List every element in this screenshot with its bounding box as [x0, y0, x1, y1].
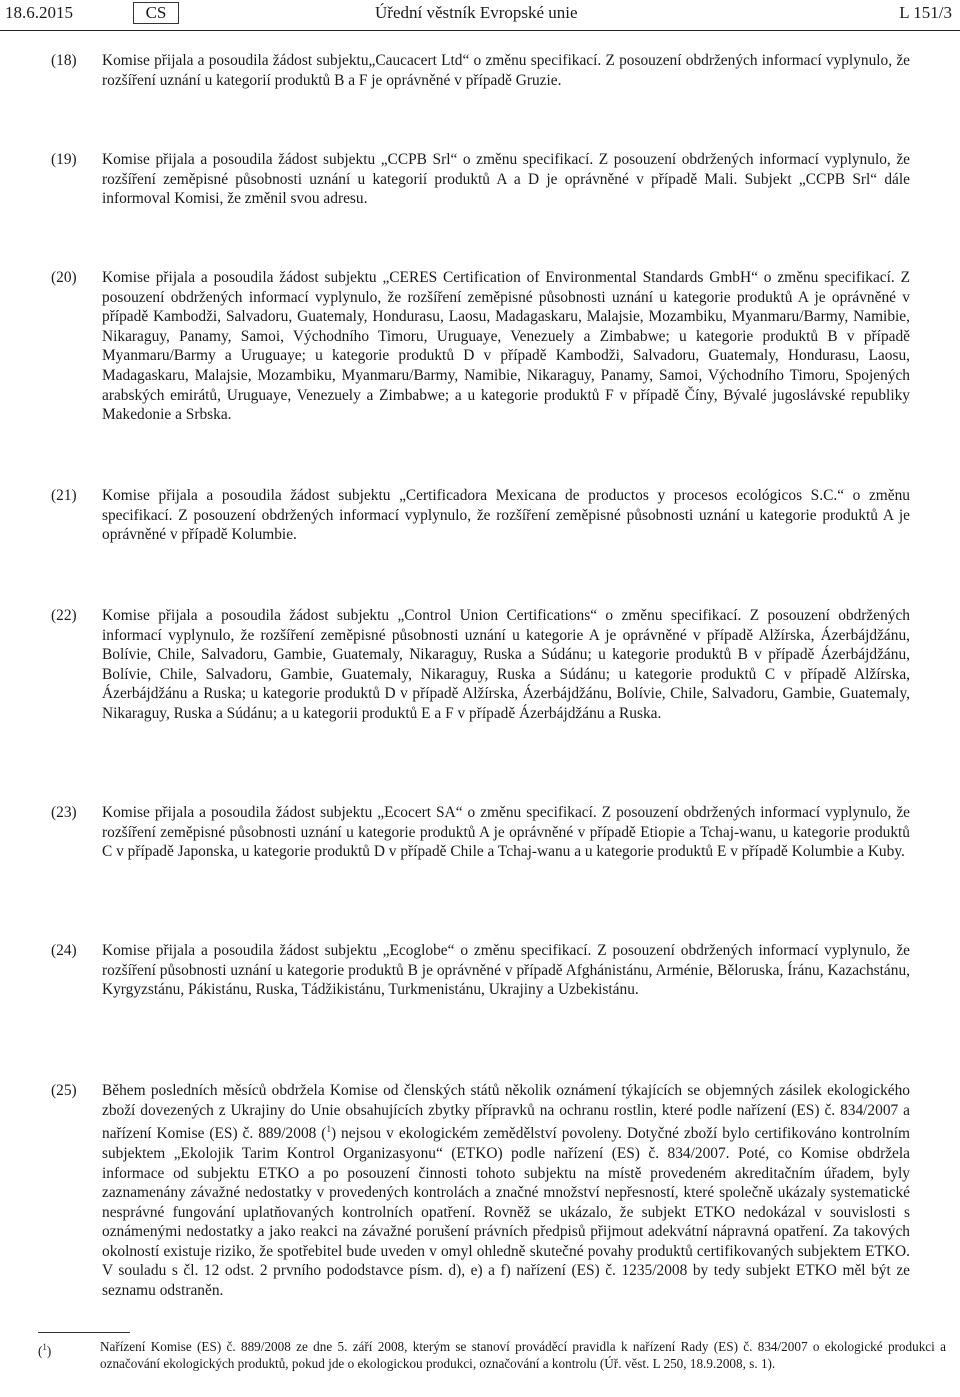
recital-text: Komise přijala a posoudila žádost subjektu „Control Union Certifications“ o změnu specifikací. Z posouzení obdržených informací vyplynulo, že rozšíření zeměpisné působnosti uznání u kategorie A je oprávněné v případě Alžírska, Ázerbájdžánu, Bolívie, Chile, Salvadoru, Gambie, Guatemaly, Nikaraguy, Ruska a Súdánu; u kategorie produktů B v případě Ázerbájdžánu, Bolívie, Chile, Salvadoru, Gambie, Guatemaly, Nikaraguy, Ruska a Súdánu; u kategorie produktů C v případě Alžírska, Ázerbájdžánu a Ruska; u kategorie produktů D v případě Alžírska, Ázerbájdžánu, Bolívie, Chile, Salvadoru, Gambie, Guatemaly, Nikaraguy, Ruska a Súdánu; a u kategorii produktů E a F v případě Ázerbájdžánu a Ruska.	[102, 607, 910, 722]
footnote-reference[interactable]: 1	[326, 1124, 331, 1135]
recital-number: (25)	[51, 1082, 77, 1099]
recital-text: Komise přijala a posoudila žádost subjektu „CCPB Srl“ o změnu specifikací. Z posouzení obdržených informací vyplynulo, že rozšíření zeměpisné působnosti uznání u kategorií produktů A a D je oprávněné v případě Mali. Subjekt „CCPB Srl“ dále informoval Komisi, že změnil svou adresu.	[102, 151, 910, 208]
recital-number: (22)	[51, 607, 77, 624]
language-code-box: CS	[133, 2, 179, 24]
recital-number: (19)	[51, 151, 77, 168]
footnote-rule	[38, 1332, 130, 1333]
recital-number: (20)	[51, 269, 77, 286]
recital-text: Komise přijala a posoudila žádost subjektu „Ecocert SA“ o změnu specifikací. Z posouzení obdržených informací vyplynulo, že rozšíření zeměpisné působnosti uznání u kategorie produktů A je oprávněné v případě Etiopie a Tchaj-wanu, u kategorie produktů C v případě Japonska, u kategorie produktů D v případě Chile a Tchaj-wanu a u kategorie produktů E v případě Kolumbie a Kuby.	[102, 804, 910, 861]
recital-text-part: Během posledních měsíců obdržela Komise od členských států několik oznámení týkajících se objemných zásilek ekologického zboží dovezených z Ukrajiny do Unie obsahujících zbytky přípravků na ochranu rostlin, které podle nařízení (ES) č. 834/2007 a nařízení Komise (ES) č. 889/2008 (	[102, 1082, 910, 1143]
footnote-marker	[38, 1339, 51, 1360]
recital-number: (23)	[51, 804, 77, 821]
journal-title: Úřední věstník Evropské unie	[375, 3, 578, 22]
recital-text: Komise přijala a posoudila žádost subjektu„Caucacert Ltd“ o změnu specifikací. Z posouzení obdržených informací vyplynulo, že rozšíření uznání u kategorií produktů B a F je oprávněné v případě Gruzie.	[102, 52, 910, 89]
recital-text	[102, 1081, 910, 1301]
footnote-paren-close: )	[46, 1343, 52, 1359]
recital-text: Komise přijala a posoudila žádost subjektu „Certificadora Mexicana de productos y procesos ecológicos S.C.“ o změnu specifikací. Z posouzení obdržených informací vyplynulo, že rozšíření zeměpisné působnosti uznání u kategorie produktů A je oprávněné v případě Kolumbie.	[102, 487, 910, 544]
page-reference: L 151/3	[899, 3, 952, 22]
header-rule	[0, 30, 960, 31]
recital-number: (21)	[51, 487, 77, 504]
page-header	[0, 0, 960, 30]
footnote-number: 1	[42, 1342, 47, 1352]
recital-number: (24)	[51, 942, 77, 959]
recital-text: Komise přijala a posoudila žádost subjektu „Ecoglobe“ o změnu specifikací. Z posouzení obdržených informací vyplynulo, že rozšíření působnosti uznání u kategorie produktů B je oprávněné v případě Afghánistánu, Arménie, Běloruska, Íránu, Kazachstánu, Kyrgyzstánu, Pákistánu, Ruska, Tádžikistánu, Turkmenistánu, Ukrajiny a Uzbekistánu.	[102, 942, 910, 999]
recital-text: Komise přijala a posoudila žádost subjektu „CERES Certification of Environmental Standards GmbH“ o změnu specifikací. Z posouzení obdržených informací vyplynulo, že rozšíření zeměpisné působnosti uznání u kategorie produktů A je oprávněné v případě Kambodži, Salvadoru, Guatemaly, Hondurasu, Laosu, Madagaskaru, Malajsie, Mozambiku, Myanmaru/Barmy, Namibie, Nikaraguy, Panamy, Samoi, Východního Timoru, Uruguaye, Venezuely a Zimbabwe; u kategorie produktů B v případě Myanmaru/Barmy a Uruguaye; u kategorie produktů D v případě Kambodži, Salvadoru, Guatemaly, Hondurasu, Laosu, Madagaskaru, Malajsie, Mozambiku, Myanmaru/Barmy, Namibie, Nikaraguy, Panamy, Samoi, Východního Timoru, Spojených arabských emirátů, Uruguaye, Venezuely a Zimbabwe; a u kategorie produktů F v případě Číny, Bývalé jugoslávské republiky Makedonie a Srbska.	[102, 269, 910, 424]
footnote-paren-open: (	[38, 1343, 43, 1359]
recital-text-part: ) nejsou v ekologickém zemědělství povoleny. Dotyčné zboží bylo certifikováno kontrolním subjektem „Ekolojik Tarim Kontrol Organizasyonu“ (ETKO) podle nařízení (ES) č. 834/2007. Poté, co Komise obdržela informace od subjektu ETKO a po posouzení činnosti tohoto subjektu na místě provedeném akreditačním úřadem, byly zaznamenány závažné nedostatky v provedených kontrolách a značné množství nepřesností, které společně ukázaly systematické nesprávné fungování uplatňovaných kontrolních opatření. Rovněž se ukázalo, že subjekt ETKO nedokázal v souvislosti s oznámenými nedostatky a jako reakci na závažné porušení právních předpisů přijmout adekvátní nápravná opatření. Za takových okolností existuje riziko, že spotřebitel bude uveden v omyl ohledně skutečné povahy produktů certifikovaných subjektem ETKO. V souladu s čl. 12 odst. 2 prvního pododstavce písm. d), e) a f) nařízení (ES) č. 1235/2008 by tedy subjekt ETKO měl být ze seznamu odstraněn.	[102, 1125, 910, 1300]
recital-number: (18)	[51, 52, 77, 69]
issue-date: 18.6.2015	[5, 3, 73, 22]
footnote-text: Nařízení Komise (ES) č. 889/2008 ze dne 5. září 2008, kterým se stanoví prováděcí pravidla k nařízení Rady (ES) č. 834/2007 o ekologické produkci a označování ekologických produktů, pokud jde o ekologickou produkci, označování a kontrolu (Úř. věst. L 250, 18.9.2008, s. 1).	[100, 1339, 946, 1371]
